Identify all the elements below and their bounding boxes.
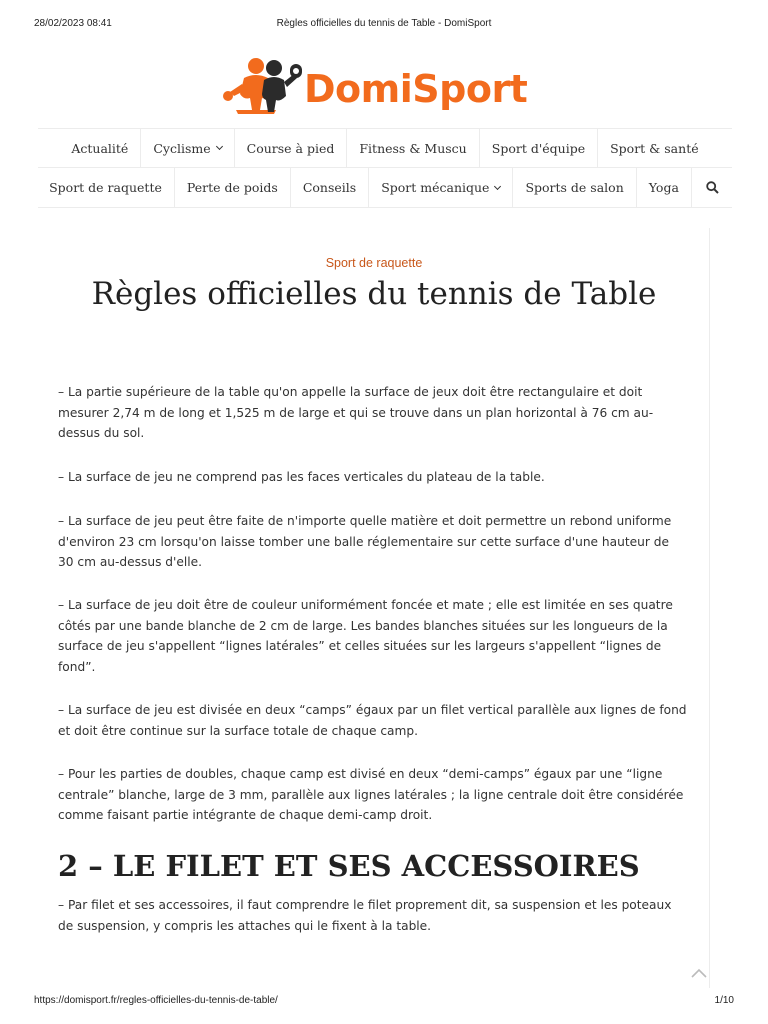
article-paragraph: – La surface de jeu est divisée en deux “camps” égaux par un filet vertical parallèle aux lignes de fond et doit être continue sur la surface totale de chaque camp.: [58, 703, 687, 738]
article-paragraph: – La surface de jeu peut être faite de n'importe quelle matière et doit permettre un rebond uniforme d'environ 23 cm lorsqu'on laisse tomber une balle réglementaire sur cette surface d'une hauteur de 30 cm au-dessus d'elle.: [58, 514, 672, 569]
nav-item-label: Course à pied: [246, 140, 335, 156]
nav-item-label: Yoga: [648, 180, 679, 195]
article-paragraph: – La partie supérieure de la table qu'on appelle la surface de jeux doit être rectangulaire et doit mesurer 2,74 m de long et 1,525 m de large et qui se trouve dans un plan horizontal à 76 cm au-dessus du sol.: [58, 385, 654, 440]
chevron-up-icon: [690, 966, 708, 980]
print-page-number: 1/10: [714, 995, 734, 1006]
chevron-down-icon: [494, 182, 501, 189]
nav-item-sport-sante[interactable]: [597, 129, 711, 168]
nav-item-course-a-pied[interactable]: [234, 129, 347, 168]
nav-item-yoga[interactable]: [636, 168, 691, 207]
nav-item-label: Sports de salon: [525, 180, 624, 195]
nav-item-label: Cyclisme: [153, 140, 211, 156]
logo-text: DomiSport: [304, 67, 528, 111]
nav-item-perte-de-poids[interactable]: [174, 168, 290, 207]
print-header: [0, 18, 768, 32]
nav-item-actualite[interactable]: [59, 129, 140, 168]
article-paragraph: – Pour les parties de doubles, chaque camp est divisé en deux “demi-camps” égaux par une “ligne centrale” blanche, large de 3 mm, parallèle aux lignes latérales ; la ligne centrale doit être considérée comme faisant partie intégrante de chaque demi-camp droit.: [58, 767, 684, 822]
print-url: https://domisport.fr/regles-officielles-du-tennis-de-table/: [34, 995, 278, 1006]
article-paragraph: – La surface de jeu doit être de couleur uniformément foncée et mate ; elle est limitée en ses quatre côtés par une bande blanche de 2 cm de large. Les bandes blanches situées sur les longueurs de la surface de jeu s'appellent “lignes latérales” et celles situées sur les largeurs s'appellent “lignes de fond”.: [58, 598, 673, 674]
site-logo[interactable]: [216, 54, 556, 120]
scroll-to-top-button[interactable]: [690, 966, 708, 980]
nav-item-label: Conseils: [302, 180, 357, 195]
nav-item-conseils[interactable]: [290, 168, 368, 207]
print-footer: [0, 995, 768, 1009]
main-navigation: [38, 128, 732, 208]
nav-item-sport-de-raquette[interactable]: [37, 168, 174, 207]
nav-item-fitness-muscu[interactable]: [346, 129, 478, 168]
nav-item-label: Sport d'équipe: [491, 140, 586, 156]
article-title: Règles officielles du tennis de Table: [91, 276, 657, 312]
search-button[interactable]: [691, 168, 733, 207]
nav-item-cyclisme[interactable]: [140, 129, 233, 168]
print-datetime: 28/02/2023 08:41: [34, 18, 112, 29]
nav-row-2: [38, 168, 732, 207]
athlete-dumbbell-logo-icon: [216, 54, 308, 120]
article-paragraph: – Par filet et ses accessoires, il faut comprendre le filet proprement dit, sa suspension et les poteaux de suspension, y compris les attaches qui le fixent à la table.: [58, 898, 672, 933]
nav-item-sport-equipe[interactable]: [479, 129, 597, 168]
nav-item-label: Fitness & Muscu: [359, 140, 467, 156]
nav-row-1: [38, 129, 732, 168]
article-paragraph: – La surface de jeu ne comprend pas les faces verticales du plateau de la table.: [58, 470, 545, 484]
nav-item-label: Sport & santé: [610, 140, 699, 156]
search-icon: [706, 181, 719, 194]
nav-item-sports-de-salon[interactable]: [512, 168, 635, 207]
section-heading: 2 – LE FILET ET SES ACCESSOIRES: [58, 849, 640, 883]
article-category-link[interactable]: Sport de raquette: [325, 256, 423, 270]
nav-item-label: Perte de poids: [186, 180, 278, 195]
article: [38, 228, 710, 988]
nav-item-label: Actualité: [71, 140, 129, 156]
nav-item-label: Sport de raquette: [49, 180, 162, 195]
chevron-down-icon: [216, 143, 223, 150]
print-page-title: Règles officielles du tennis de Table - DomiSport: [276, 18, 492, 29]
nav-item-sport-mecanique[interactable]: [368, 168, 512, 207]
nav-item-label: Sport mécanique: [381, 180, 490, 195]
